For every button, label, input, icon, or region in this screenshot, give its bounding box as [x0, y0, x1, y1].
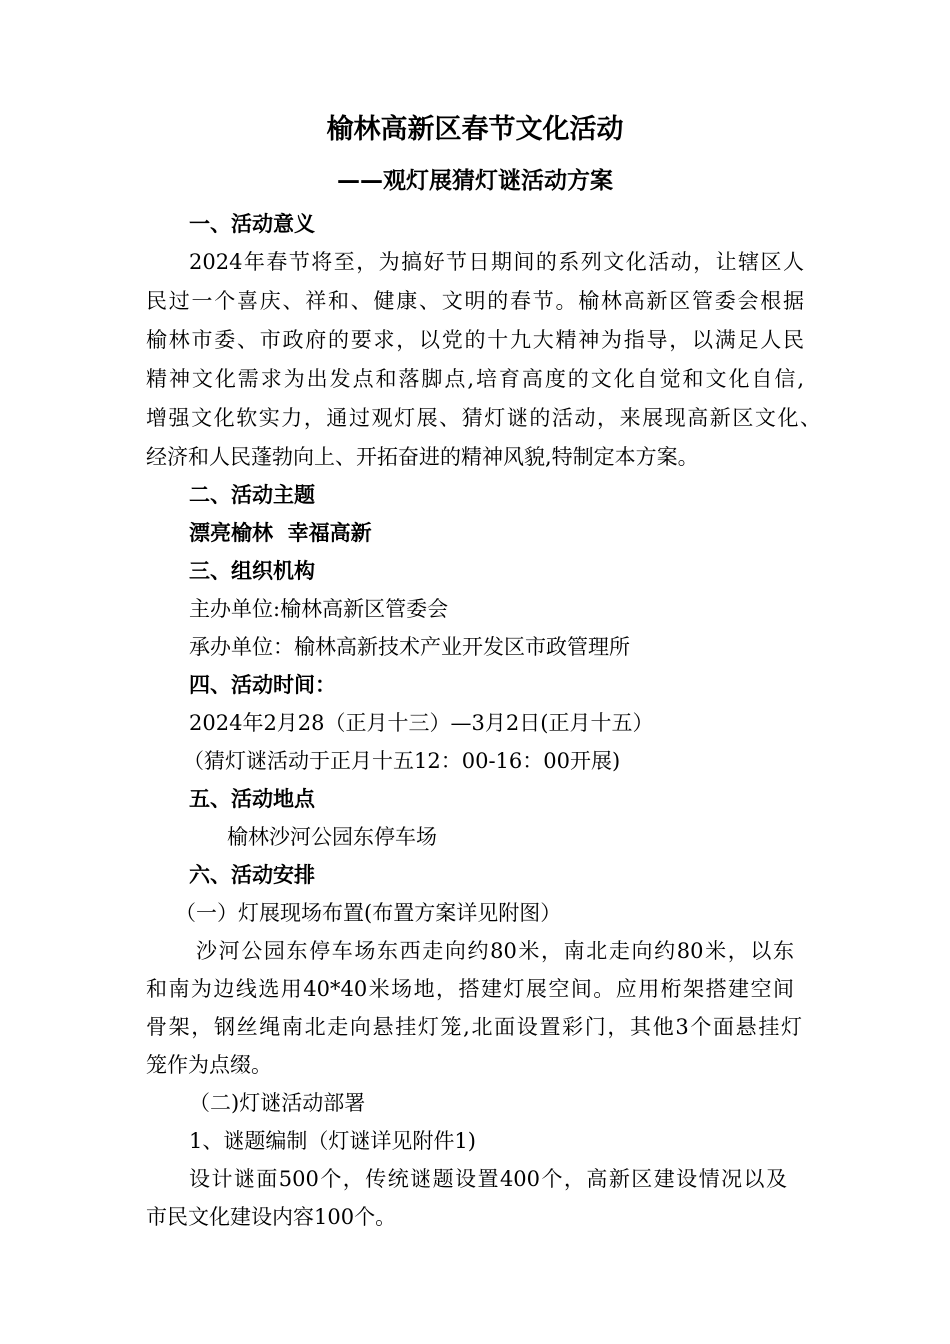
activity-theme: 漂亮榆林 幸福高新: [189, 521, 372, 545]
paragraph-line: 市民文化建设内容100个。: [146, 1205, 397, 1229]
paragraph-line: 和南为边线选用40*40米场地，搭建灯展空间。应用桁架搭建空间: [146, 977, 794, 1001]
section-heading-theme: 二、活动主题: [189, 483, 315, 507]
paragraph-line: 笼作为点缀。: [146, 1053, 272, 1077]
document-title: 榆林高新区春节文化活动: [326, 114, 624, 145]
section-heading-organization: 三、组织机构: [189, 559, 315, 583]
riddle-time-note: （猜灯谜活动于正月十五12：00-16：00开展): [183, 749, 621, 773]
paragraph-line: 设计谜面500个，传统谜题设置400个，高新区建设情况以及: [189, 1167, 787, 1191]
paragraph-line: 经济和人民蓬勃向上、开拓奋进的精神风貌,特制定本方案。: [146, 445, 699, 469]
section-heading-significance: 一、活动意义: [189, 212, 315, 236]
activity-dates: 2024年2月28（正月十三）—3月2日(正月十五）: [189, 711, 654, 735]
paragraph-line: 榆林市委、市政府的要求，以党的十九大精神为指导，以满足人民: [146, 328, 804, 352]
paragraph-line: 骨架，钢丝绳南北走向悬挂灯笼,北面设置彩门，其他3个面悬挂灯: [146, 1015, 802, 1039]
document-subtitle: ——观灯展猜灯谜活动方案: [337, 168, 613, 194]
list-item-riddle-compilation: 1、谜题编制（灯谜详见附件1): [189, 1129, 476, 1153]
paragraph-line: 民过一个喜庆、祥和、健康、文明的春节。榆林高新区管委会根据: [146, 289, 804, 313]
paragraph-line: 精神文化需求为出发点和落脚点,培育高度的文化自觉和文化自信,: [146, 367, 804, 391]
paragraph-line: 2024年春节将至，为搞好节日期间的系列文化活动，让辖区人: [189, 250, 804, 274]
section-heading-arrangement: 六、活动安排: [189, 863, 315, 887]
subsection-riddle-deployment: （二)灯谜活动部署: [189, 1091, 366, 1115]
paragraph-line: 沙河公园东停车场东西走向约80米，南北走向约80米，以东: [196, 939, 794, 963]
section-heading-time: 四、活动时间：: [189, 673, 336, 697]
section-heading-location: 五、活动地点: [189, 787, 315, 811]
paragraph-line: 增强文化软实力，通过观灯展、猜灯谜的活动，来展现高新区文化、: [146, 406, 821, 430]
activity-location: 榆林沙河公园东停车场: [227, 825, 437, 849]
organizer-unit: 承办单位：榆林高新技术产业开发区市政管理所: [189, 635, 630, 659]
subsection-lantern-layout: （一）灯展现场布置(布置方案详见附图）: [175, 901, 562, 925]
host-unit: 主办单位:榆林高新区管委会: [189, 597, 449, 621]
